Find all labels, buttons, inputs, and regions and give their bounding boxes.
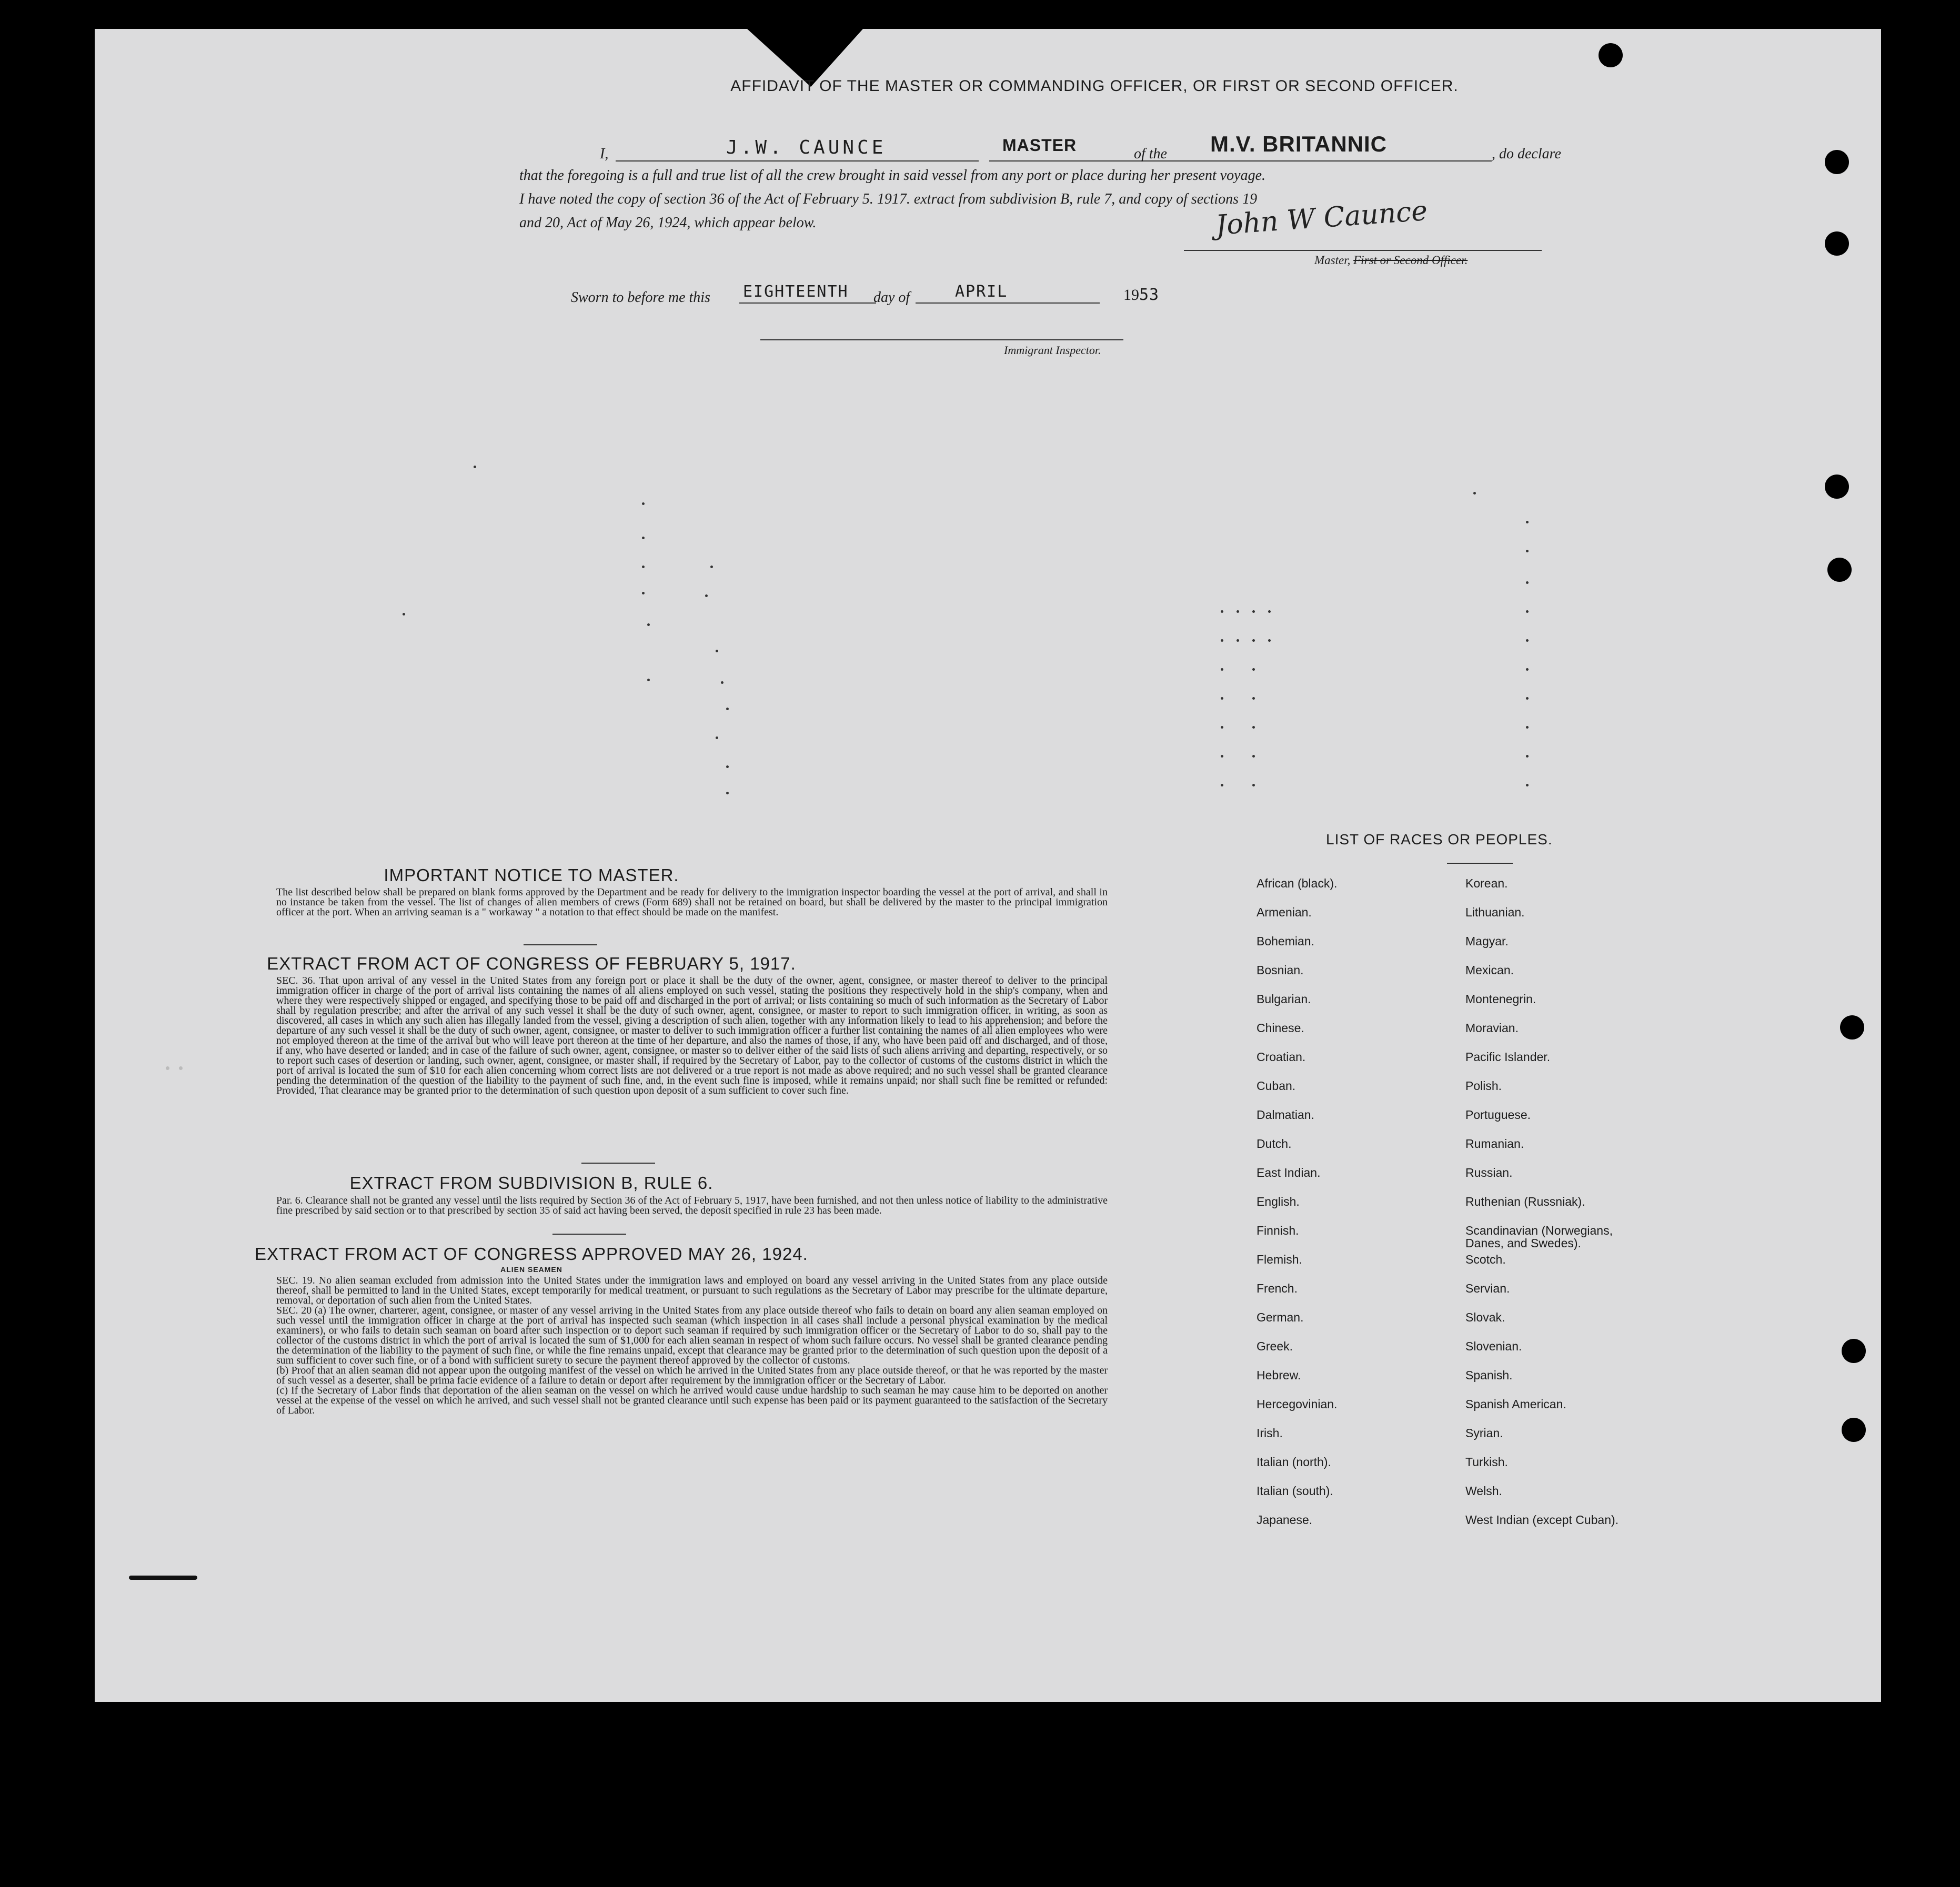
subdivision-text: Par. 6. Clearance shall not be granted any vessel until the lists required by Section 36 of the Act of February 5, 1917, have been furnished, and not then unless notice of liability to the administrative fine prescribed by said section or to that prescribed by section 35 of said act having been served, the deposit specified in rule 23 has been made. <box>276 1195 1108 1216</box>
sec-20c-text: (c) If the Secretary of Labor finds that deportation of the alien seaman on the vessel on which he arrived would cause undue hardship to such seaman he may cause him to be deported on another vessel at the expense of the vessel on which he arrived, and such vessel shall not be granted clearance until such expense has been paid or its payment guaranteed to the satisfaction of the Secretary of Labor. <box>276 1385 1108 1416</box>
race-item: Spanish. <box>1465 1368 1513 1382</box>
year-suffix: 53 <box>1139 286 1160 304</box>
master-name: J.W. CAUNCE <box>726 137 887 158</box>
race-item: Hercegovinian. <box>1257 1397 1338 1411</box>
race-item: Croatian. <box>1257 1050 1306 1064</box>
race-item: Italian (north). <box>1257 1455 1331 1469</box>
affidavit-line-2: that the foregoing is a full and true list of all the crew brought in said vessel from any port or place during her present voyage. <box>519 167 1266 184</box>
race-item: Russian. <box>1465 1166 1513 1179</box>
race-item: Spanish American. <box>1465 1397 1566 1411</box>
sworn-month: APRIL <box>955 282 1008 301</box>
punch-hole <box>1825 475 1849 499</box>
race-item: Pacific Islander. <box>1465 1050 1551 1064</box>
race-item: Servian. <box>1465 1281 1510 1295</box>
day-of-label: day of <box>873 289 910 306</box>
race-item: Welsh. <box>1465 1484 1502 1498</box>
race-item: Chinese. <box>1257 1021 1304 1035</box>
race-item: African (black). <box>1257 876 1338 890</box>
master-caption: Master, <box>1314 254 1351 267</box>
sec-20a-text: SEC. 20 (a) The owner, charterer, agent, consignee, or master of any vessel arriving in the United States from any place outside thereof who fails to detain on board any alien seaman employed on such vessel until the immigration officer in charge at the port of arrival has inspected such seaman (which inspection in all cases shall include a personal physical examination by the medical examiners), or who fails to detain such seaman on board after such inspection or to deport such seaman if required by such immigration officer or the Secretary of Labor to do so, shall pay to the collector of the customs district in which the port of arrival is located the sum of $1,000 for each alien seaman in respect of whom such failure occurs. No vessel shall be granted clearance pending the determination of the liability to the payment of such fine, or while the fine remains unpaid, except that clearance may be granted prior to the determination of such question upon the deposit of a sum sufficient to cover such fine, or of a bond with sufficient surety to secure the payment thereof approved by the collector of customs. <box>276 1305 1108 1366</box>
race-item: Lithuanian. <box>1465 905 1525 919</box>
race-item: East Indian. <box>1257 1166 1321 1179</box>
race-item: Finnish. <box>1257 1224 1299 1237</box>
notice-text: The list described below shall be prepared on blank forms approved by the Department and be ready for delivery to the immigration inspector boarding the vessel at the port of arrival, and shall in no instance be taken from the vessel. The list of changes of alien members of crews (Form 689) shall not be retained on board, but shall be delivered by the master to the principal immigration officer at the port. When an arriving seaman is a " workaway " a notation to that effect should be made on the manifest. <box>276 886 1108 918</box>
i-label: I, <box>600 146 609 162</box>
punch-hole <box>1827 558 1852 582</box>
race-item: Slovenian. <box>1465 1339 1522 1353</box>
race-item: Dalmatian. <box>1257 1108 1314 1122</box>
race-item: Bosnian. <box>1257 963 1304 977</box>
race-item: Polish. <box>1465 1079 1502 1093</box>
punch-hole <box>1825 231 1849 256</box>
extract-1917-heading: EXTRACT FROM ACT OF CONGRESS OF FEBRUARY 5, 1917. <box>267 954 796 973</box>
alien-seamen-subheading: ALIEN SEAMEN <box>500 1265 562 1274</box>
punch-hole <box>1599 43 1623 67</box>
subdivision-heading: EXTRACT FROM SUBDIVISION B, RULE 6. <box>349 1173 713 1193</box>
extract-1917-text: SEC. 36. That upon arrival of any vessel in the United States from any foreign port or place it shall be the duty of the owner, agent, consignee, or master thereof to deliver to the principal immigration officer in charge of the port of arrival lists containing the names of all aliens employed on such vessel, stating the positions they respectively hold in the ship's company, when and where they were respectively shipped or engaged, and specifying those to be paid off and discharged in the port of arrival; or lists containing so much of such information as the Secretary of Labor shall by regulation prescribe; and after the arrival of any such vessel it shall be the duty of such owner, agent, consignee, or master to report to such immigration officer, in writing, as soon as discovered, all cases in which any such alien has illegally landed from the vessel, giving a description of such alien, together with any information likely to lead to his apprehension; and before the departure of any such vessel it shall be the duty of such owner, agent, consignee, or master to deliver to such immigration officer a further list containing the names of all alien employees who were not employed thereon at the time of the arrival but who will leave port thereon at the time of her departure, and also the names of those, if any, who have been paid off and discharged, and of those, if any, who have deserted or landed; and in case of the failure of such owner, agent, consignee, or master so to deliver either of the said lists of such aliens arriving and departing, respectively, or so to report such cases of desertion or landing, such owner, agent, consignee, or master shall, if required by the Secretary of Labor, pay to the collector of customs of the customs district in which the port of arrival is located the sum of $10 for each alien concerning whom correct lists are not delivered or a true report is not made as above required; and no such vessel shall be granted clearance pending the determination of the question of the liability to the payment of such fine, and, in the event such fine is imposed, while it remains unpaid; nor shall such fine be remitted or refunded: Provided, That clearance may be granted prior to the determination of such question upon deposit of a sum sufficient to cover such fine. <box>276 975 1108 1096</box>
sworn-day: EIGHTEENTH <box>743 282 849 301</box>
of-the-label: of the <box>1134 146 1167 162</box>
inspector-caption: Immigrant Inspector. <box>1004 344 1101 357</box>
race-item: Bohemian. <box>1257 934 1314 948</box>
race-item: Syrian. <box>1465 1426 1503 1440</box>
sec-20b-text: (b) Proof that an alien seaman did not appear upon the outgoing manifest of the vessel on which he arrived in the United States from any place outside thereof, or that he was reported by the master of such vessel as a deserter, shall be prima facie evidence of a failure to detain or deport after requirement by the immigration officer or the Secretary of Labor. <box>276 1365 1108 1386</box>
race-item: Slovak. <box>1465 1310 1505 1324</box>
race-item: Montenegrin. <box>1465 992 1536 1006</box>
race-item: Korean. <box>1465 876 1508 890</box>
race-item: English. <box>1257 1195 1300 1208</box>
race-item: French. <box>1257 1281 1298 1295</box>
race-item: Japanese. <box>1257 1513 1313 1527</box>
race-item: Italian (south). <box>1257 1484 1333 1498</box>
rank: MASTER <box>1002 136 1077 155</box>
race-item: Flemish. <box>1257 1253 1302 1266</box>
do-declare: , do declare <box>1492 146 1561 162</box>
race-item: Armenian. <box>1257 905 1312 919</box>
affidavit-line-3: I have noted the copy of section 36 of the Act of February 5. 1917. extract from subdivision B, rule 7, and copy of sections 19 <box>519 191 1258 207</box>
affidavit-title: AFFIDAVIT OF THE MASTER OR COMMANDING OFFICER, OR FIRST OR SECOND OFFICER. <box>730 77 1459 95</box>
punch-hole <box>1825 150 1849 174</box>
affidavit-line-4: and 20, Act of May 26, 1924, which appear below. <box>519 215 817 231</box>
race-item: West Indian (except Cuban). <box>1465 1513 1619 1527</box>
races-right-column <box>1465 877 1639 1542</box>
master-signature: John W Caunce <box>1214 195 1429 241</box>
race-item: Hebrew. <box>1257 1368 1301 1382</box>
race-item: Portuguese. <box>1465 1108 1531 1122</box>
punch-hole <box>1842 1339 1866 1363</box>
race-item: Greek. <box>1257 1339 1293 1353</box>
year-prefix: 19 <box>1123 286 1139 304</box>
race-item: Rumanian. <box>1465 1137 1524 1151</box>
race-item: German. <box>1257 1310 1304 1324</box>
race-item: Turkish. <box>1465 1455 1508 1469</box>
sworn-prefix: Sworn to before me this <box>571 289 710 306</box>
race-item: Mexican. <box>1465 963 1514 977</box>
ink-smudge <box>129 1576 197 1580</box>
race-item: Magyar. <box>1465 934 1509 948</box>
race-item: Scandinavian (Norwegians, Danes, and Swedes). <box>1465 1224 1613 1250</box>
punch-hole <box>1842 1418 1866 1442</box>
struck-officer-caption: First or Second Officer. <box>1353 254 1468 267</box>
race-item: Dutch. <box>1257 1137 1292 1151</box>
vessel-name: M.V. BRITANNIC <box>1210 132 1388 156</box>
race-item: Scotch. <box>1465 1253 1506 1266</box>
race-item: Moravian. <box>1465 1021 1519 1035</box>
notice-heading: IMPORTANT NOTICE TO MASTER. <box>384 865 679 885</box>
extract-1924-heading: EXTRACT FROM ACT OF CONGRESS APPROVED MAY 26, 1924. <box>255 1244 808 1264</box>
sec-19-text: SEC. 19. No alien seaman excluded from admission into the United States under the immigration laws and employed on board any vessel arriving in the United States from any place outside thereof, shall be permitted to land in the United States, except temporarily for medical treatment, or pursuant to such regulations as the Secretary of Labor may prescribe for the ultimate departure, removal, or deportation of such alien from the United States. <box>276 1275 1108 1306</box>
punch-hole <box>1840 1015 1864 1040</box>
race-item: Ruthenian (Russniak). <box>1465 1195 1585 1208</box>
races-heading: LIST OF RACES OR PEOPLES. <box>1326 831 1553 847</box>
races-left-column <box>1257 877 1337 1542</box>
race-item: Irish. <box>1257 1426 1283 1440</box>
document-page <box>95 29 1881 1702</box>
race-item: Cuban. <box>1257 1079 1296 1093</box>
race-item: Bulgarian. <box>1257 992 1311 1006</box>
